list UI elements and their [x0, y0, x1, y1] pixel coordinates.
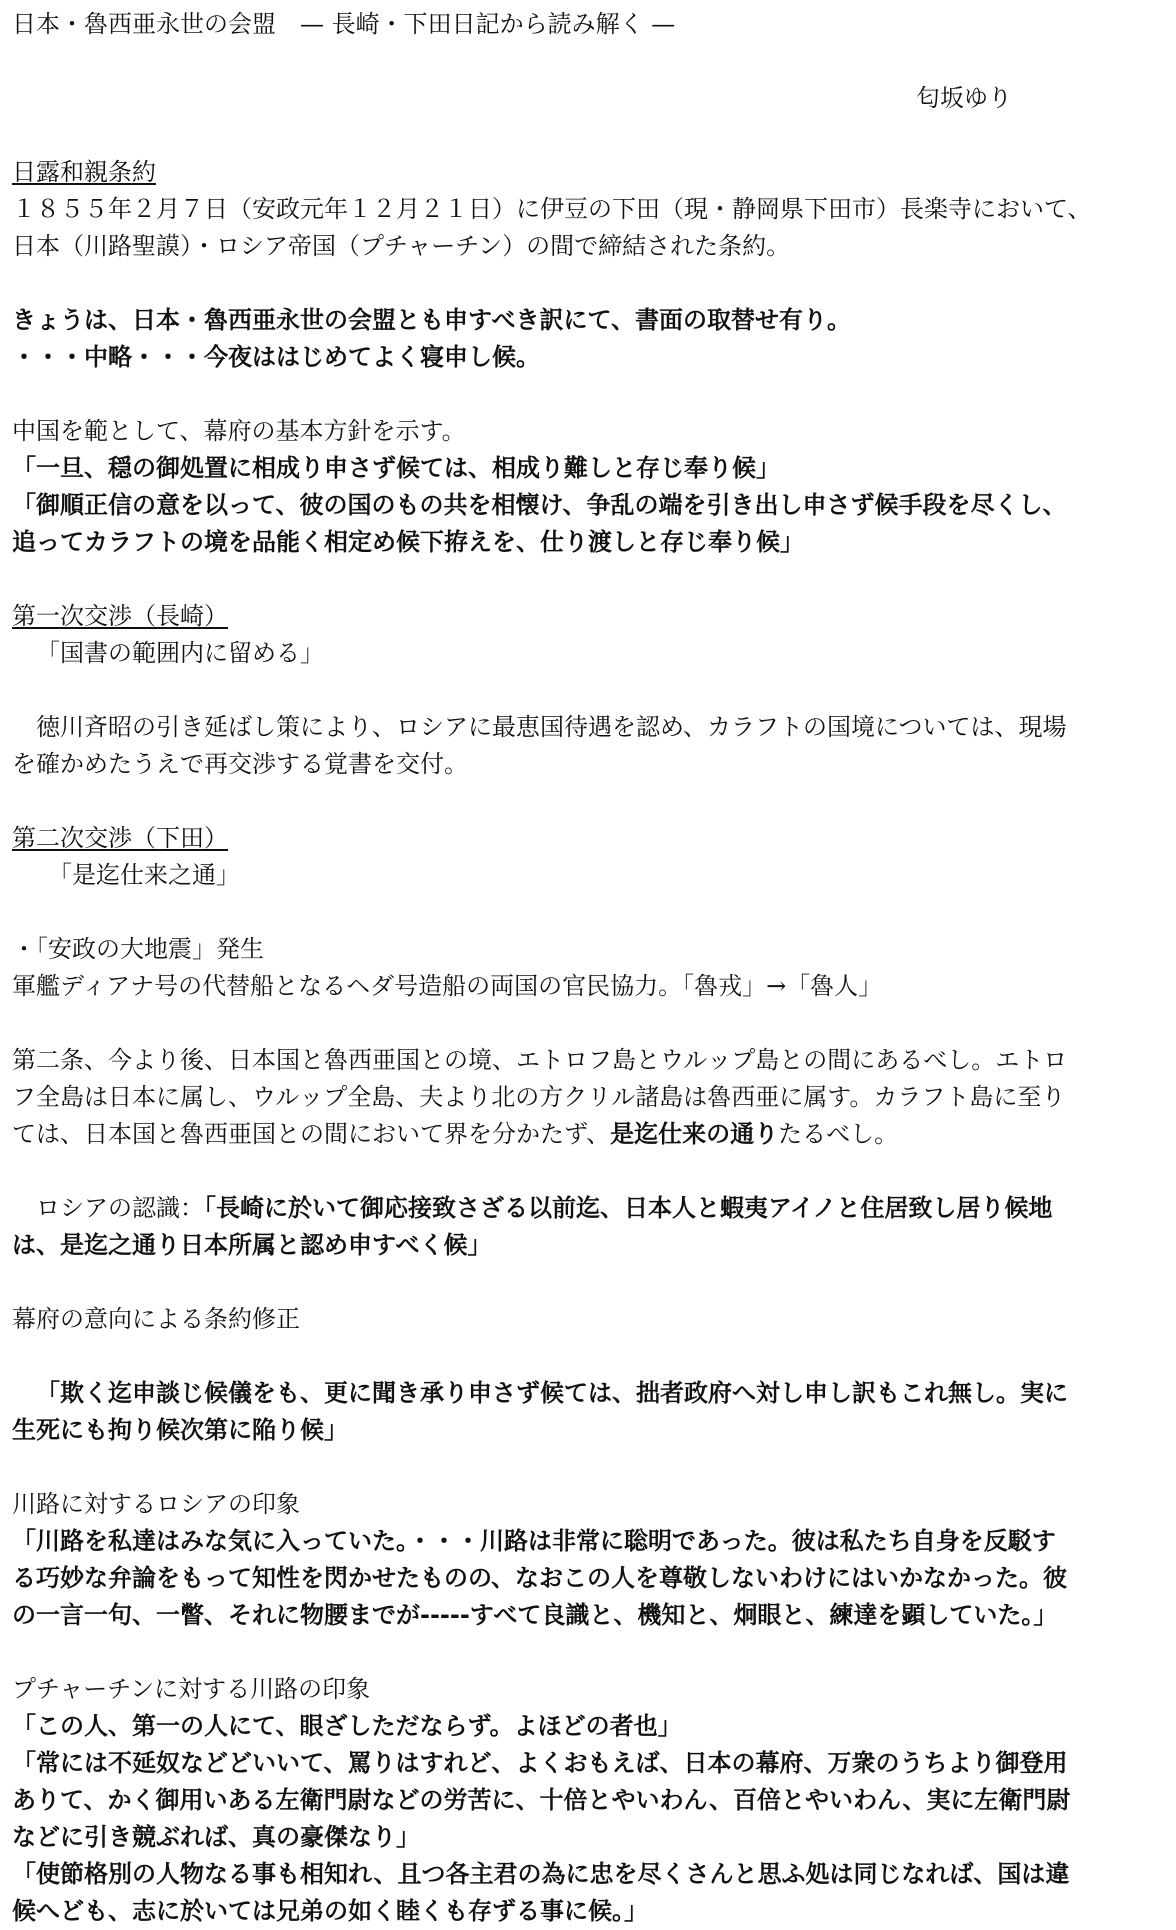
article-two-line-2: フ全島は日本に属し、ウルップ全島、夫より北の方クリル諸島は魯西亜に属す。カラフト島に至り — [12, 1083, 1066, 1111]
article-two-text: ては、日本国と魯西亜国との間において界を分かたず、 — [12, 1120, 611, 1148]
section-heading-second-negotiation: 第二次交渉（下田） — [12, 824, 228, 852]
treaty-line-1: １８５５年２月７日（安政元年１２月２１日）に伊豆の下田（現・静岡県下田市）長楽寺において、 — [12, 195, 1092, 223]
treaty-line-2: 日本（川路聖謨）・ロシア帝国（プチャーチン）の間で締結された条約。 — [12, 232, 791, 260]
kawaji-quote-2b: ありて、かく御用いある左衛門尉などの労苦に、十倍とやいわん、百倍とやいわん、実に左衛門尉 — [12, 1786, 1071, 1814]
section-heading-treaty-revision: 幕府の意向による条約修正 — [12, 1305, 300, 1333]
spacer — [12, 783, 1162, 820]
section-heading-russian-impression: 川路に対するロシアの印象 — [12, 1490, 300, 1518]
section-heading-treaty: 日露和親条約 — [12, 158, 156, 186]
spacer — [12, 376, 1162, 413]
diary-quote-line-2: ・・・中略・・・今夜ははじめてよく寝申し候。 — [12, 343, 540, 371]
first-negotiation-quote: 「国書の範囲内に留める」 — [36, 639, 324, 667]
spacer — [12, 1264, 1162, 1301]
article-two-line-1: 第二条、今より後、日本国と魯西亜国との境、エトロフ島とウルップ島との間にあるべし。エトロ — [12, 1046, 1068, 1074]
russia-recognition-line-1 — [12, 1190, 1162, 1227]
spacer — [12, 43, 1162, 80]
russian-impression-line-2: る巧妙な弁論をもって知性を閃かせたものの、なおこの人を尊敬しないわけにはいかなかった。彼 — [12, 1564, 1068, 1592]
policy-quote-2b: 追ってカラフトの境を品能く相定め候下拵えを、仕り渡しと存じ奉り候」 — [12, 528, 804, 556]
article-two-tail: たるべし。 — [778, 1120, 899, 1148]
earthquake-bullet: ・「安政の大地震」発生 — [12, 935, 264, 963]
policy-intro: 中国を範として、幕府の基本方針を示す。 — [12, 417, 466, 445]
kawaji-quote-1: 「この人、第一の人にて、眼ざしただならず。よほどの者也」 — [12, 1712, 682, 1740]
kawaji-quote-2a: 「常には不延奴などどいいて、罵りはすれど、よくおもえば、日本の幕府、万衆のうちより御登用 — [12, 1749, 1068, 1777]
first-negotiation-para-1: 徳川斉昭の引き延ばし策により、ロシアに最恵国待遇を認め、カラフトの国境については、現場 — [36, 713, 1067, 741]
russian-impression-line-3: の一言一句、一瞥、それに物腰までが-----すべて良識と、機知と、炯眼と、練達を顕していた。」 — [12, 1601, 1058, 1629]
spacer — [12, 265, 1162, 302]
russia-recognition-quote-2: は、是迄之通り日本所属と認め申すべく候」 — [12, 1231, 492, 1259]
spacer — [12, 1449, 1162, 1486]
section-heading-first-negotiation: 第一次交渉（長崎） — [12, 602, 228, 630]
article-two-line-3 — [12, 1116, 1162, 1153]
revision-quote-2: 生死にも拘り候次第に陥り候」 — [12, 1416, 348, 1444]
spacer — [12, 1005, 1162, 1042]
russia-recognition-label: ロシアの認識： — [36, 1194, 204, 1222]
russia-recognition-quote-1: 「長崎に於いて御応接致さざる以前迄、日本人と蝦夷アイノと住居致し居り候地 — [204, 1194, 1053, 1222]
diary-quote-line-1: きょうは、日本・魯西亜永世の会盟とも申すべき訳にて、書面の取替せ有り。 — [12, 306, 852, 334]
policy-quote-1: 「一旦、穏の御処置に相成り申さず候ては、相成り難しと存じ奉り候」 — [12, 454, 780, 482]
article-two-emphasis: 是迄仕来の通り — [610, 1120, 779, 1148]
revision-quote-1: 「欺く迄申談じ候儀をも、更に聞き承り申さず候ては、拙者政府へ対し申し訳もこれ無し。実に — [36, 1379, 1068, 1407]
spacer — [12, 1153, 1162, 1190]
document-body — [12, 6, 1162, 1930]
kawaji-quote-3b: 候へども、志に於いては兄弟の如く睦くも存ずる事に候。」 — [12, 1897, 648, 1925]
spacer — [12, 672, 1162, 709]
spacer — [12, 894, 1162, 931]
first-negotiation-para-2: を確かめたうえで再交渉する覚書を交付。 — [12, 750, 468, 778]
spacer — [12, 1634, 1162, 1671]
spacer — [12, 117, 1162, 154]
document-title: 日本・魯西亜永世の会盟 — 長崎・下田日記から読み解く — — [12, 10, 676, 38]
heda-ship-line: 軍艦ディアナ号の代替船となるヘダ号造船の両国の官民協力。「魯戎」→「魯人」 — [12, 972, 883, 1000]
spacer — [12, 561, 1162, 598]
section-heading-kawaji-impression: プチャーチンに対する川路の印象 — [12, 1675, 371, 1703]
spacer — [12, 1338, 1162, 1375]
second-negotiation-quote: 「是迄仕来之通」 — [48, 861, 240, 889]
russian-impression-line-1: 「川路を私達はみな気に入っていた。・・・川路は非常に聡明であった。彼は私たち自身を反駁す — [12, 1527, 1056, 1555]
policy-quote-2a: 「御順正信の意を以って、彼の国のもの共を相懐け、争乱の端を引き出し申さず候手段を尽くし、 — [12, 491, 1067, 519]
author-name: 匂坂ゆり — [916, 84, 1012, 112]
kawaji-quote-2c: などに引き競ぶれば、真の豪傑なり」 — [12, 1823, 420, 1851]
kawaji-quote-3a: 「使節格別の人物なる事も相知れ、且つ各主君の為に忠を尽くさんと思ふ処は同じなれば、国は違 — [12, 1860, 1070, 1888]
